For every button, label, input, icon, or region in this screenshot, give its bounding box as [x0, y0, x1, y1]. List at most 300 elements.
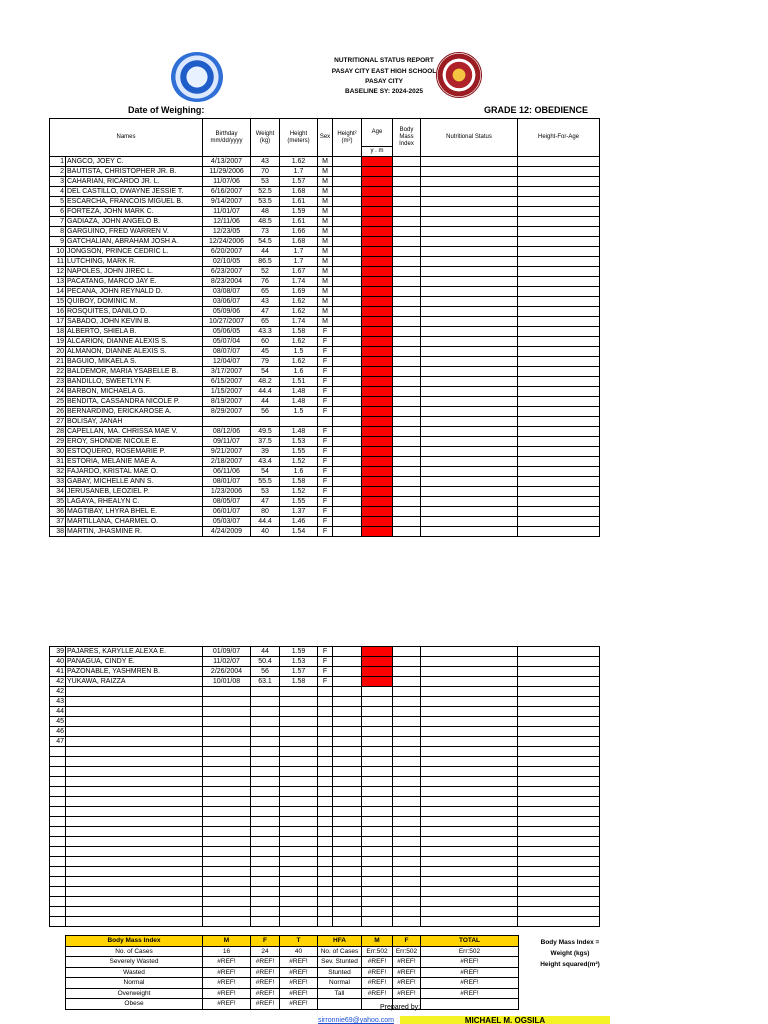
birthday-cell [203, 687, 251, 697]
empty-cell [280, 887, 318, 897]
nutritional-status-cell [421, 447, 518, 457]
height-cell: 1.58 [280, 677, 318, 687]
student-name: BARBON, MICHAELA G. [66, 387, 203, 397]
height-squared-cell [333, 717, 362, 727]
sex-cell: M [318, 317, 333, 327]
birthday-cell: 08/07/07 [203, 347, 251, 357]
sex-cell: F [318, 507, 333, 517]
table-row [50, 707, 600, 717]
height-cell [280, 687, 318, 697]
student-name: QUIBOY, DOMINIC M. [66, 297, 203, 307]
sex-cell: F [318, 657, 333, 667]
empty-cell [333, 827, 362, 837]
height-squared-cell [333, 697, 362, 707]
empty-cell [66, 897, 203, 907]
height-squared-cell [333, 407, 362, 417]
age-cell [362, 687, 393, 697]
bmi-formula-line2: Weight (kgs) [550, 950, 590, 957]
age-cell [362, 647, 393, 657]
age-cell [362, 267, 393, 277]
weight-cell: 50.4 [251, 657, 280, 667]
bmi-cell [393, 397, 421, 407]
student-name: GADIAZA, JOHN ANGELO B. [66, 217, 203, 227]
row-number: 17 [50, 317, 66, 327]
student-name: ROSQUITES, DANILO D. [66, 307, 203, 317]
table-row [50, 487, 600, 497]
bmi-cell [393, 667, 421, 677]
summary-row [66, 978, 519, 989]
nutritional-status-cell [421, 727, 518, 737]
row-number: 46 [50, 727, 66, 737]
row-number: 47 [50, 737, 66, 747]
nutritional-status-cell [421, 457, 518, 467]
table-row [50, 407, 600, 417]
empty-cell [333, 857, 362, 867]
sex-cell: F [318, 397, 333, 407]
table-row [50, 227, 600, 237]
nutritional-status-cell [421, 297, 518, 307]
height-squared-cell [333, 227, 362, 237]
row-number: 35 [50, 497, 66, 507]
nutritional-status-cell [421, 717, 518, 727]
height-cell: 1.68 [280, 187, 318, 197]
bmi-cell [393, 407, 421, 417]
height-for-age-cell [518, 427, 600, 437]
height-squared-cell [333, 687, 362, 697]
sex-cell: F [318, 347, 333, 357]
birthday-cell [203, 727, 251, 737]
empty-cell [66, 917, 203, 927]
empty-cell [318, 867, 333, 877]
empty-cell [280, 767, 318, 777]
empty-cell [393, 907, 421, 917]
nutritional-status-cell [421, 207, 518, 217]
height-cell: 1.61 [280, 217, 318, 227]
summary-cell: #REF! [362, 978, 393, 989]
empty-cell [50, 777, 66, 787]
height-for-age-cell [518, 367, 600, 377]
table-row [50, 807, 600, 817]
signer-name: MICHAEL M. OGSILA [400, 1016, 610, 1024]
row-number: 43 [50, 697, 66, 707]
height-squared-cell [333, 217, 362, 227]
empty-cell [50, 847, 66, 857]
birthday-cell: 05/06/05 [203, 327, 251, 337]
birthday-cell: 11/02/07 [203, 657, 251, 667]
birthday-cell: 10/01/08 [203, 677, 251, 687]
table-row [50, 817, 600, 827]
empty-cell [333, 877, 362, 887]
height-cell: 1.74 [280, 277, 318, 287]
bmi-formula [532, 937, 608, 970]
table-row [50, 267, 600, 277]
height-squared-cell [333, 667, 362, 677]
weight-cell [251, 687, 280, 697]
table-row [50, 507, 600, 517]
height-squared-cell [333, 297, 362, 307]
empty-cell [333, 747, 362, 757]
report-title: NUTRITIONAL STATUS REPORT [334, 57, 434, 64]
sex-cell: M [318, 247, 333, 257]
table-row [50, 317, 600, 327]
empty-cell [421, 857, 518, 867]
empty-cell [50, 877, 66, 887]
empty-cell [251, 827, 280, 837]
nutritional-status-cell [421, 667, 518, 677]
empty-cell [333, 867, 362, 877]
height-squared-cell [333, 427, 362, 437]
height-for-age-cell [518, 737, 600, 747]
summary-cell: No. of Cases [66, 946, 203, 957]
height-squared-cell [333, 437, 362, 447]
table-row [50, 177, 600, 187]
empty-cell [251, 917, 280, 927]
height-for-age-cell [518, 477, 600, 487]
col-height: Height (meters) [280, 119, 318, 157]
age-cell [362, 387, 393, 397]
row-number: 29 [50, 437, 66, 447]
col-names: Names [50, 119, 203, 157]
bmi-cell [393, 647, 421, 657]
age-cell [362, 417, 393, 427]
empty-cell [280, 777, 318, 787]
summary-cell [421, 999, 519, 1010]
bmi-cell [393, 157, 421, 167]
height-for-age-cell [518, 277, 600, 287]
height-for-age-cell [518, 167, 600, 177]
empty-cell [333, 787, 362, 797]
col-bmi: Body Mass Index [393, 119, 421, 157]
height-squared-cell [333, 477, 362, 487]
empty-cell [393, 857, 421, 867]
summary-header-cell: M [203, 936, 251, 947]
nutritional-status-cell [421, 367, 518, 377]
height-cell: 1.67 [280, 267, 318, 277]
bmi-cell [393, 467, 421, 477]
age-cell [362, 347, 393, 357]
summary-cell: #REF! [393, 978, 421, 989]
student-name: PANAGUA, CINDY E. [66, 657, 203, 667]
summary-header-cell: F [251, 936, 280, 947]
nutritional-status-cell [421, 347, 518, 357]
nutritional-status-cell [421, 317, 518, 327]
nutritional-status-cell [421, 387, 518, 397]
height-for-age-cell [518, 407, 600, 417]
bmi-cell [393, 187, 421, 197]
student-name: YUKAWA, RAIZZA [66, 677, 203, 687]
birthday-cell: 1/15/2007 [203, 387, 251, 397]
nutritional-status-cell [421, 477, 518, 487]
empty-cell [50, 907, 66, 917]
birthday-cell: 10/27/2007 [203, 317, 251, 327]
weight-cell: 56 [251, 407, 280, 417]
row-number: 22 [50, 367, 66, 377]
age-cell [362, 377, 393, 387]
summary-header-cell: T [280, 936, 318, 947]
table-row [50, 767, 600, 777]
height-cell: 1.58 [280, 477, 318, 487]
bmi-cell [393, 167, 421, 177]
birthday-cell [203, 697, 251, 707]
birthday-cell: 11/29/2006 [203, 167, 251, 177]
age-cell [362, 477, 393, 487]
age-cell [362, 657, 393, 667]
nutritional-status-cell [421, 277, 518, 287]
empty-cell [518, 897, 600, 907]
weight-cell: 43 [251, 297, 280, 307]
empty-cell [421, 747, 518, 757]
empty-cell [50, 757, 66, 767]
age-cell [362, 177, 393, 187]
date-of-weighing-label: Date of Weighing: [128, 105, 205, 115]
weight-cell: 54 [251, 467, 280, 477]
row-number: 42 [50, 687, 66, 697]
row-number: 36 [50, 507, 66, 517]
birthday-cell: 06/01/07 [203, 507, 251, 517]
sex-cell: F [318, 527, 333, 537]
table-row [50, 907, 600, 917]
empty-cell [66, 867, 203, 877]
nutritional-status-cell [421, 357, 518, 367]
nutritional-status-cell [421, 427, 518, 437]
sex-cell: F [318, 467, 333, 477]
birthday-cell [203, 707, 251, 717]
height-for-age-cell [518, 357, 600, 367]
summary-cell: #REF! [251, 957, 280, 968]
summary-cell: 40 [280, 946, 318, 957]
table-row [50, 467, 600, 477]
row-number: 40 [50, 657, 66, 667]
empty-cell [66, 807, 203, 817]
height-cell: 1.53 [280, 657, 318, 667]
row-number: 13 [50, 277, 66, 287]
sex-cell: F [318, 677, 333, 687]
empty-cell [393, 757, 421, 767]
empty-cell [518, 747, 600, 757]
nutritional-status-cell [421, 377, 518, 387]
height-squared-cell [333, 197, 362, 207]
empty-cell [50, 767, 66, 777]
bmi-cell [393, 497, 421, 507]
summary-cell: #REF! [421, 957, 519, 968]
sex-cell: M [318, 207, 333, 217]
email-link[interactable]: sirronnie69@yahoo.com [318, 1017, 394, 1024]
height-for-age-cell [518, 337, 600, 347]
height-cell: 1.57 [280, 177, 318, 187]
weight-cell: 48 [251, 207, 280, 217]
empty-cell [421, 887, 518, 897]
empty-cell [318, 797, 333, 807]
bmi-cell [393, 737, 421, 747]
empty-cell [421, 877, 518, 887]
height-cell: 1.54 [280, 527, 318, 537]
birthday-cell: 1/23/2006 [203, 487, 251, 497]
empty-cell [421, 797, 518, 807]
empty-cell [66, 747, 203, 757]
empty-cell [251, 817, 280, 827]
student-name: LUTCHING, MARK R. [66, 257, 203, 267]
weight-cell: 65 [251, 287, 280, 297]
nutritional-status-cell [421, 307, 518, 317]
height-squared-cell [333, 727, 362, 737]
empty-cell [280, 867, 318, 877]
age-cell [362, 327, 393, 337]
height-for-age-cell [518, 657, 600, 667]
sex-cell: F [318, 427, 333, 437]
weight-cell [251, 697, 280, 707]
bmi-cell [393, 727, 421, 737]
nutritional-status-cell [421, 257, 518, 267]
table-row [50, 387, 600, 397]
sex-cell: F [318, 517, 333, 527]
empty-cell [66, 797, 203, 807]
age-cell [362, 717, 393, 727]
birthday-cell: 6/15/2007 [203, 377, 251, 387]
nutritional-status-cell [421, 527, 518, 537]
student-name: GABAY, MICHELLE ANN S. [66, 477, 203, 487]
bmi-cell [393, 307, 421, 317]
student-name: JERUSANEB, LEOZIEL P. [66, 487, 203, 497]
height-for-age-cell [518, 387, 600, 397]
table-row [50, 857, 600, 867]
row-number: 18 [50, 327, 66, 337]
height-for-age-cell [518, 207, 600, 217]
age-cell [362, 337, 393, 347]
age-cell [362, 207, 393, 217]
student-name: PACATANG, MARCO JAY E. [66, 277, 203, 287]
age-cell [362, 487, 393, 497]
empty-cell [333, 837, 362, 847]
height-cell: 1.7 [280, 247, 318, 257]
nutritional-status-cell [421, 187, 518, 197]
height-squared-cell [333, 657, 362, 667]
height-for-age-cell [518, 487, 600, 497]
col-height-for-age: Height-For-Age [518, 119, 600, 157]
col-nutritional-status: Nutritional Status [421, 119, 518, 157]
table-row [50, 667, 600, 677]
sex-cell [318, 707, 333, 717]
row-number: 44 [50, 707, 66, 717]
empty-cell [251, 777, 280, 787]
height-squared-cell [333, 247, 362, 257]
summary-cell: Err:502 [393, 946, 421, 957]
height-for-age-cell [518, 217, 600, 227]
birthday-cell: 11/07/06 [203, 177, 251, 187]
student-name: FAJARDO, KRISTAL MAE O. [66, 467, 203, 477]
empty-cell [333, 847, 362, 857]
height-squared-cell [333, 707, 362, 717]
height-cell: 1.62 [280, 337, 318, 347]
height-squared-cell [333, 307, 362, 317]
sex-cell: M [318, 287, 333, 297]
empty-cell [280, 827, 318, 837]
empty-cell [203, 887, 251, 897]
empty-cell [518, 757, 600, 767]
empty-cell [203, 797, 251, 807]
empty-cell [50, 827, 66, 837]
empty-cell [421, 787, 518, 797]
nutritional-status-cell [421, 287, 518, 297]
table-row [50, 357, 600, 367]
summary-cell: 16 [203, 946, 251, 957]
bmi-cell [393, 447, 421, 457]
empty-cell [333, 757, 362, 767]
student-name: ESTOQUERO, ROSEMARIE P. [66, 447, 203, 457]
empty-cell [280, 897, 318, 907]
weight-cell: 40 [251, 527, 280, 537]
empty-cell [66, 817, 203, 827]
table-row [50, 867, 600, 877]
table-row [50, 237, 600, 247]
nutritional-status-cell [421, 217, 518, 227]
empty-cell [518, 907, 600, 917]
row-number: 21 [50, 357, 66, 367]
table-row [50, 337, 600, 347]
birthday-cell: 3/17/2007 [203, 367, 251, 377]
empty-cell [362, 917, 393, 927]
nutritional-status-cell [421, 687, 518, 697]
empty-cell [203, 897, 251, 907]
table-row [50, 347, 600, 357]
table-row [50, 447, 600, 457]
empty-cell [362, 777, 393, 787]
height-for-age-cell [518, 287, 600, 297]
col-birthday: Birthday mm/dd/yyyy [203, 119, 251, 157]
empty-cell [251, 787, 280, 797]
weight-cell: 45 [251, 347, 280, 357]
empty-cell [66, 847, 203, 857]
age-cell [362, 277, 393, 287]
age-cell [362, 197, 393, 207]
empty-cell [318, 847, 333, 857]
row-number: 10 [50, 247, 66, 257]
sex-cell [318, 697, 333, 707]
empty-cell [362, 857, 393, 867]
height-for-age-cell [518, 317, 600, 327]
bmi-cell [393, 317, 421, 327]
empty-cell [393, 777, 421, 787]
sex-cell: F [318, 477, 333, 487]
empty-cell [50, 867, 66, 877]
table-row [50, 737, 600, 747]
birthday-cell: 9/14/2007 [203, 197, 251, 207]
birthday-cell: 08/01/07 [203, 477, 251, 487]
nutritional-status-cell [421, 397, 518, 407]
height-squared-cell [333, 387, 362, 397]
summary-cell: #REF! [362, 957, 393, 968]
empty-cell [66, 857, 203, 867]
empty-cell [66, 907, 203, 917]
birthday-cell: 4/24/2009 [203, 527, 251, 537]
summary-row [66, 988, 519, 999]
summary-cell: #REF! [280, 988, 318, 999]
height-for-age-cell [518, 417, 600, 427]
student-name: MARTIN, JHASMINE R. [66, 527, 203, 537]
birthday-cell: 9/21/2007 [203, 447, 251, 457]
height-squared-cell [333, 277, 362, 287]
row-number: 32 [50, 467, 66, 477]
empty-cell [251, 807, 280, 817]
height-cell: 1.62 [280, 157, 318, 167]
height-cell [280, 417, 318, 427]
age-cell [362, 427, 393, 437]
sex-cell: M [318, 267, 333, 277]
table-row [50, 657, 600, 667]
height-for-age-cell [518, 687, 600, 697]
height-squared-cell [333, 157, 362, 167]
empty-cell [362, 877, 393, 887]
empty-cell [280, 817, 318, 827]
